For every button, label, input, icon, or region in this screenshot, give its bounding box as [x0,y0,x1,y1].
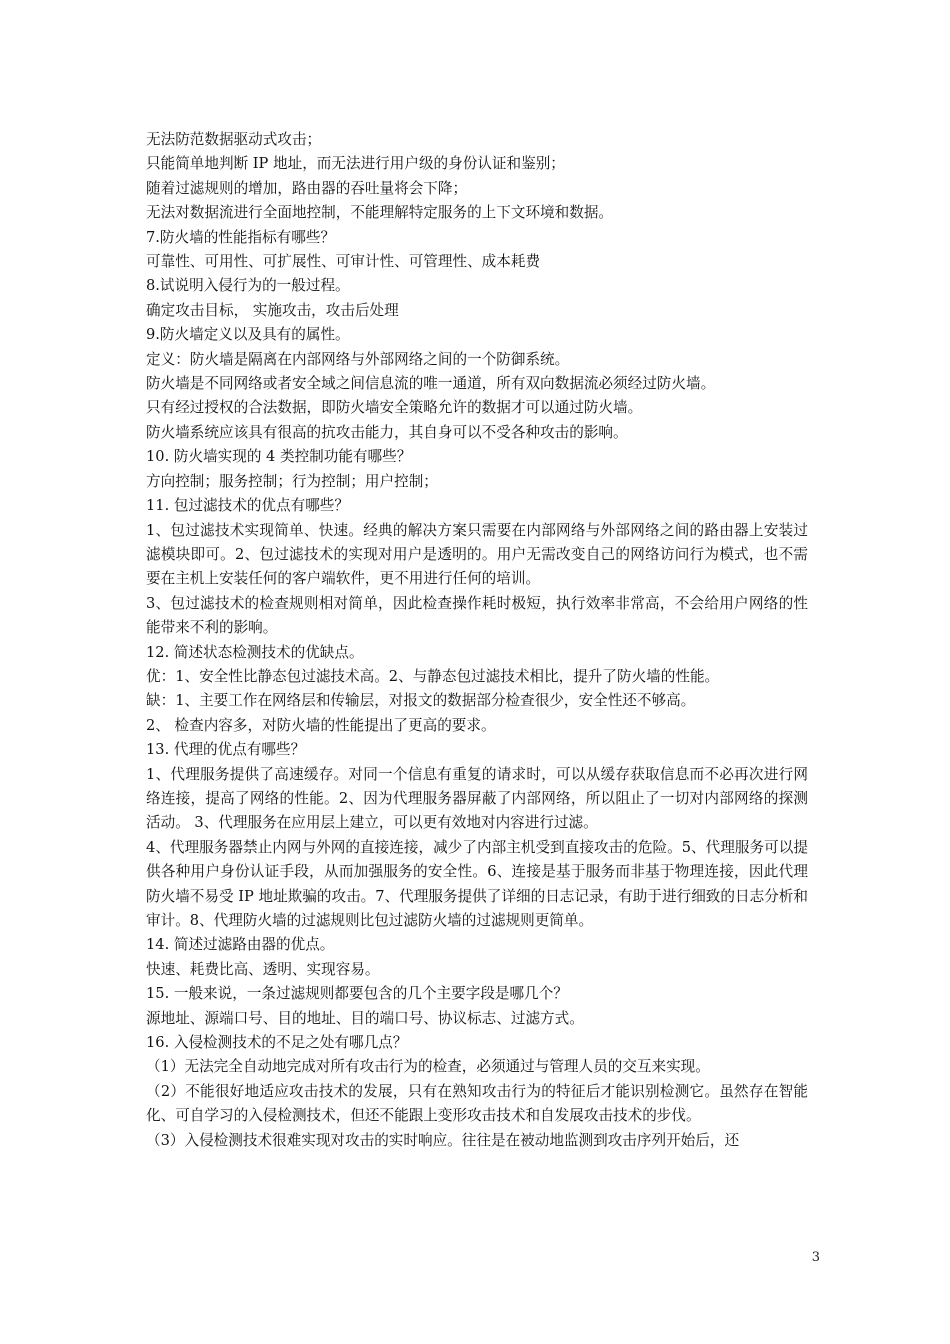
question-heading: 9.防火墙定义以及具有的属性。 [146,326,350,344]
question-heading: 10. 防火墙实现的 4 类控制功能有哪些？ [146,448,412,466]
text-paragraph: 3、包过滤技术的检查规则相对简单，因此检查操作耗时极短，执行效率非常高，不会给用户网络的性能带来不利的影响。 [146,594,808,637]
page-number: 3 [811,1250,820,1265]
page-body-text [146,128,808,1153]
question-heading: 16. 入侵检测技术的不足之处有哪几点？ [146,1034,408,1052]
text-paragraph: （2）不能很好地适应攻击技术的发展，只有在熟知攻击行为的特征后才能识别检测它。虽然存在智能化、可自学习的入侵检测技术，但还不能跟上变形攻击技术和自发展攻击技术的步伐。 [146,1082,808,1125]
question-heading: 15. 一般来说，一条过滤规则都要包含的几个主要字段是哪几个？ [146,985,568,1003]
question-heading: 12. 简述状态检测技术的优缺点。 [146,643,364,661]
question-heading: 7.防火墙的性能指标有哪些？ [146,228,336,246]
text-paragraph: （3）入侵检测技术很难实现对攻击的实时响应。往往是在被动地监测到攻击序列开始后，还 [146,1131,740,1149]
text-line: 可靠性、可用性、可扩展性、可审计性、可管理性、成本耗费 [146,253,541,271]
text-line: 只能简单地判断 IP 地址，而无法进行用户级的身份认证和鉴别； [146,155,565,173]
text-paragraph: 1、包过滤技术实现简单、快速。经典的解决方案只需要在内部网络与外部网络之间的路由器上安装过滤模块即可。2、包过滤技术的实现对用户是透明的。用户无需改变自己的网络访问行为模式，也不需要在主机上安装任何的客户端软件，更不用进行任何的培训。 [146,521,808,588]
text-line: 快速、耗费比高、透明、实现容易。 [146,960,380,978]
question-heading: 11. 包过滤技术的优点有哪些？ [146,497,349,515]
text-line: 方向控制；服务控制；行为控制；用户控制； [146,472,438,490]
question-heading: 8.试说明入侵行为的一般过程。 [146,277,350,295]
question-heading: 14. 简述过滤路由器的优点。 [146,936,335,954]
text-line: 2、 检查内容多，对防火墙的性能提出了更高的要求。 [146,716,496,734]
text-line: 防火墙系统应该具有很高的抗攻击能力，其自身可以不受各种攻击的影响。 [146,423,628,441]
text-line: 无法对数据流进行全面地控制，不能理解特定服务的上下文环境和数据。 [146,204,614,222]
text-line: 随着过滤规则的增加，路由器的吞吐量将会下降； [146,179,468,197]
text-line: 防火墙是不同网络或者安全域之间信息流的唯一通道，所有双向数据流必须经过防火墙。 [146,375,716,393]
text-line: 源地址、源端口号、目的地址、目的端口号、协议标志、过滤方式。 [146,1009,584,1027]
text-paragraph: 4、代理服务器禁止内网与外网的直接连接，减少了内部主机受到直接攻击的危险。5、代理服务可以提供各种用户身份认证手段，从而加强服务的安全性。6、连接是基于服务而非基于物理连接，因此代理防火墙不易受 IP 地址欺骗的攻击。7、代理服务提供了详细的日志记录，有助于进行细致的日志分析和审计。8、代理防火墙的过滤规则比包过滤防火墙的过滤规则更简单。 [146,838,808,929]
text-line: 只有经过授权的合法数据，即防火墙安全策略允许的数据才可以通过防火墙。 [146,399,643,417]
text-line: 定义：防火墙是隔离在内部网络与外部网络之间的一个防御系统。 [146,350,570,368]
text-line: 确定攻击目标， 实施攻击，攻击后处理 [146,301,399,319]
text-line: 缺：1、主要工作在网络层和传输层，对报文的数据部分检查很少，安全性还不够高。 [146,692,696,710]
text-paragraph: 1、代理服务提供了高速缓存。对同一个信息有重复的请求时，可以从缓存获取信息而不必再次进行网络连接，提高了网络的性能。2、因为代理服务器屏蔽了内部网络，所以阻止了一切对内部网络的探测活动。 3、代理服务在应用层上建立，可以更有效地对内容进行过滤。 [146,765,808,832]
text-line: （1）无法完全自动地完成对所有攻击行为的检查，必须通过与管理人员的交互来实现。 [146,1058,710,1076]
question-heading: 13. 代理的优点有哪些？ [146,741,306,759]
text-line: 优：1、安全性比静态包过滤技术高。2、与静态包过滤技术相比，提升了防火墙的性能。 [146,667,720,685]
text-line: 无法防范数据驱动式攻击； [146,131,322,148]
